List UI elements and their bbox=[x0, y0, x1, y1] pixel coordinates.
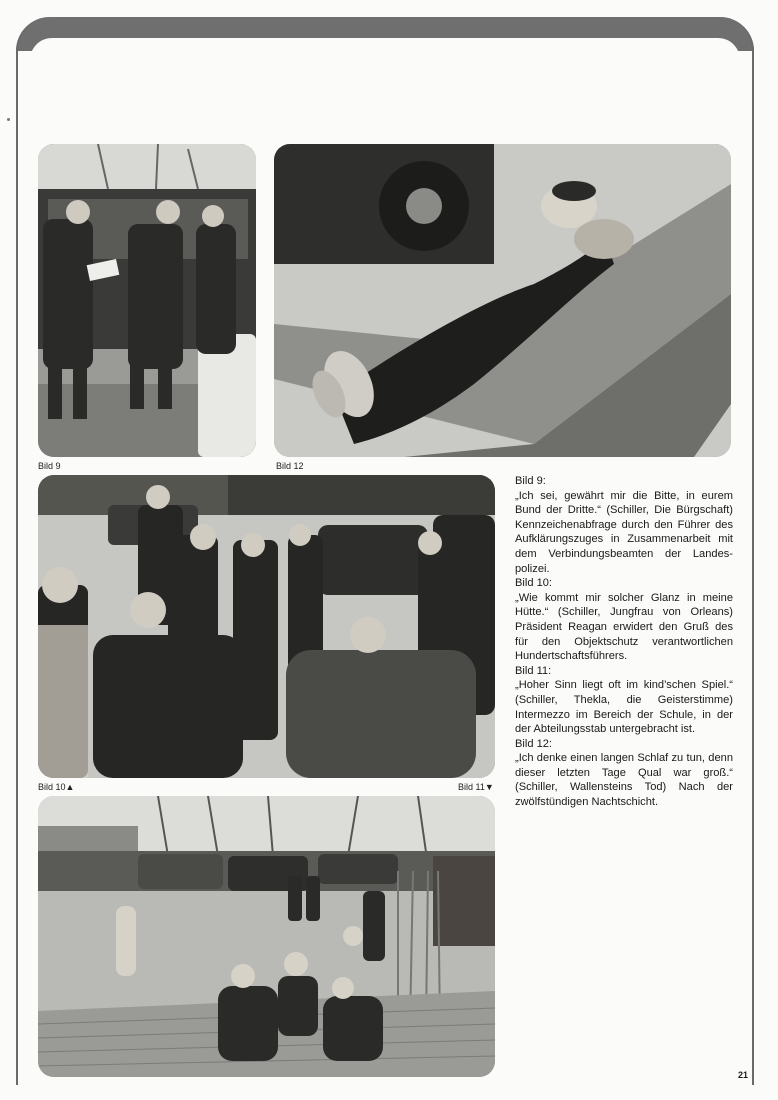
label-bild-10: Bild 10▲ bbox=[38, 782, 75, 792]
caption-text: „Ich denke einen langen Schlaf zu tun, denn dieser letzten Tage Qual war groß.“ (Schiller, Wallensteins Tod) Nach der zwölfstündigen Nachtschicht. bbox=[515, 752, 733, 809]
label-bild-9: Bild 9 bbox=[38, 461, 61, 471]
page-header-inner bbox=[30, 38, 740, 78]
margin-mark bbox=[7, 118, 10, 121]
caption-bild-12 bbox=[515, 737, 733, 810]
caption-column bbox=[515, 474, 733, 810]
label-bild-11: Bild 11▼ bbox=[458, 782, 494, 792]
photo-bild-10 bbox=[38, 475, 495, 778]
page-number: 21 bbox=[738, 1070, 749, 1080]
caption-text: „Hoher Sinn liegt oft im kind’schen Spiel.“ (Schiller, Thekla, die Geisterstimme) Intermezzo im Bereich der Schule, in der der Abteilungsstab untergebracht ist. bbox=[515, 679, 733, 736]
caption-bild-9 bbox=[515, 474, 733, 576]
caption-bild-10 bbox=[515, 576, 733, 664]
photo-bild-12 bbox=[274, 144, 731, 457]
caption-heading: Bild 11: bbox=[515, 664, 552, 677]
caption-bild-11 bbox=[515, 664, 733, 737]
caption-heading: Bild 9: bbox=[515, 475, 546, 487]
caption-heading: Bild 10: bbox=[515, 577, 553, 590]
caption-text: „Ich sei, gewährt mir die Bitte, in eurem Bund der Dritte.“ (Schiller, Die Bürgschaft) Kennzeichenabfrage durch den Führer des Aufklärungszuges in Zusammenarbeit mit dem Verbindungsbeamten der Landespolizei. bbox=[515, 489, 733, 575]
caption-text: „Wie kommt mir solcher Glanz in meine Hütte.“ (Schiller, Jungfrau von Orleans) Präsident Reagan erwidert den Gruß des für den Objektschutz verantwortlichen Hundertschaftsführers. bbox=[515, 591, 733, 663]
label-bild-12: Bild 12 bbox=[276, 461, 304, 471]
caption-heading: Bild 12: bbox=[515, 737, 553, 750]
photo-bild-11 bbox=[38, 796, 495, 1077]
photo-bild-9 bbox=[38, 144, 256, 457]
